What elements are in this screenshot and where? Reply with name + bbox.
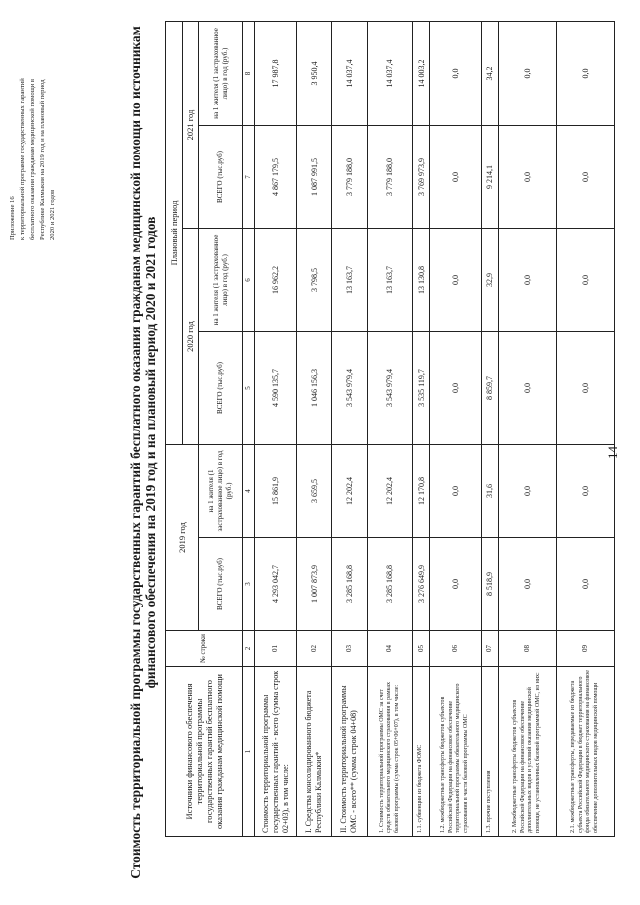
table-row xyxy=(481,21,498,836)
value-per-capita-2019: 0,0 xyxy=(429,444,481,537)
value-total-2020: 3 543 979,4 xyxy=(367,331,413,444)
row-label: 1. Стоимость территориальной программы ОМС за счет средств обязательного медицинского страхования в рамках базовой программы (сумма строк 05+06+07), в том числе: xyxy=(367,667,413,837)
value-per-capita-2021: 14 037,4 xyxy=(367,21,413,125)
appendix-line: 2020 и 2021 годов xyxy=(49,189,56,240)
row-label: II. Стоимость территориальной программы ОМС - всего** (сумма строк 04+08) xyxy=(332,667,367,837)
appendix-note xyxy=(8,10,58,240)
row-label: 1.2. межбюджетные трансферты бюджетов субъектов Российской Федерации на финансовое обеспечение территориальной программы обязательного медицинского страхования в части базовой программы ОМС xyxy=(429,667,481,837)
value-total-2021: 0,0 xyxy=(429,125,481,228)
value-per-capita-2021: 14 003,2 xyxy=(413,21,430,125)
value-per-capita-2019: 31,6 xyxy=(481,444,498,537)
header-total-2020: ВСЕГО (тыс.руб) xyxy=(199,331,243,444)
column-number: 5 xyxy=(242,331,254,444)
document-title xyxy=(128,0,158,905)
value-total-2020: 0,0 xyxy=(429,331,481,444)
row-label: 2. Межбюджетные трансферты бюджетов субъектов Российской Федерации на финансовое обеспечение дополнительных видов и условий оказания медицинской помощи, не установленных базовой программой ОМС, из них: xyxy=(498,667,556,837)
value-per-capita-2020: 0,0 xyxy=(498,228,556,331)
appendix-line: Приложение 16 xyxy=(9,196,16,240)
column-number: 8 xyxy=(242,21,254,125)
header-total-2021: ВСЕГО (тыс.руб) xyxy=(199,125,243,228)
table-row xyxy=(255,21,297,836)
value-per-capita-2021: 3 950,4 xyxy=(296,21,331,125)
row-number: 08 xyxy=(498,631,556,667)
value-total-2021: 9 214,1 xyxy=(481,125,498,228)
value-per-capita-2019: 12 202,4 xyxy=(367,444,413,537)
value-per-capita-2021: 14 037,4 xyxy=(332,21,367,125)
value-per-capita-2019: 3 659,5 xyxy=(296,444,331,537)
value-per-capita-2019: 0,0 xyxy=(556,444,614,537)
value-total-2020: 3 543 979,4 xyxy=(332,331,367,444)
value-total-2019: 3 285 168,8 xyxy=(332,538,367,631)
value-total-2019: 8 518,9 xyxy=(481,538,498,631)
column-number: 6 xyxy=(242,228,254,331)
column-number: 4 xyxy=(242,444,254,537)
value-per-capita-2020: 16 962,2 xyxy=(255,228,297,331)
value-total-2020: 8 859,7 xyxy=(481,331,498,444)
value-total-2020: 4 590 135,7 xyxy=(255,331,297,444)
value-per-capita-2019: 0,0 xyxy=(498,444,556,537)
header-year-2021: 2021 год xyxy=(182,21,199,228)
row-number: 06 xyxy=(429,631,481,667)
value-total-2019: 0,0 xyxy=(498,538,556,631)
header-per-capita-2019: на 1 жителя (1 застрахованное лицо) в год (руб.) xyxy=(199,444,243,537)
value-per-capita-2020: 0,0 xyxy=(429,228,481,331)
table-row xyxy=(332,21,367,836)
value-per-capita-2020: 13 163,7 xyxy=(332,228,367,331)
table-row xyxy=(413,21,430,836)
header-planned-period: Плановый период xyxy=(166,21,183,444)
value-total-2019: 4 293 042,7 xyxy=(255,538,297,631)
value-per-capita-2020: 13 163,7 xyxy=(367,228,413,331)
title-line-2: финансового обеспечения на 2019 год и на плановый период 2020 и 2021 годов xyxy=(143,216,158,689)
table-row xyxy=(429,21,481,836)
value-total-2020: 0,0 xyxy=(556,331,614,444)
table-row xyxy=(556,21,614,836)
row-number: 05 xyxy=(413,631,430,667)
value-total-2021: 1 087 991,5 xyxy=(296,125,331,228)
cost-table xyxy=(165,21,615,837)
value-total-2019: 3 276 649,9 xyxy=(413,538,430,631)
table-row xyxy=(367,21,413,836)
appendix-line: к территориальной программе государственных гарантий xyxy=(19,78,26,240)
value-per-capita-2021: 17 987,8 xyxy=(255,21,297,125)
appendix-line: бесплатного оказания гражданам медицинской помощи в xyxy=(29,79,36,240)
value-per-capita-2019: 15 861,9 xyxy=(255,444,297,537)
value-total-2019: 1 007 873,9 xyxy=(296,538,331,631)
row-label: 1.3. прочие поступления xyxy=(481,667,498,837)
column-number: 2 xyxy=(242,631,254,667)
row-number: 02 xyxy=(296,631,331,667)
column-number: 1 xyxy=(242,667,254,837)
header-per-capita-2021: на 1 жителя (1 застрахованное лицо) в год (руб.) xyxy=(199,21,243,125)
value-per-capita-2021: 0,0 xyxy=(556,21,614,125)
row-label: 1.1. субвенции из бюджета ФОМС xyxy=(413,667,430,837)
row-number: 01 xyxy=(255,631,297,667)
value-total-2021: 0,0 xyxy=(498,125,556,228)
row-number: 09 xyxy=(556,631,614,667)
row-number: 04 xyxy=(367,631,413,667)
row-label: I. Средства консолидированного бюджета Республики Калмыкия* xyxy=(296,667,331,837)
value-total-2020: 0,0 xyxy=(498,331,556,444)
title-line-1: Стоимость территориальной программы государственных гарантий бесплатного оказания гражданам медицинской помощи по источникам xyxy=(128,26,143,879)
value-total-2019: 0,0 xyxy=(556,538,614,631)
page-number: 14 xyxy=(605,446,620,459)
row-number: 03 xyxy=(332,631,367,667)
header-total-2019: ВСЕГО (тыс.руб) xyxy=(199,538,243,631)
header-per-capita-2020: на 1 жителя (1 застрахованное лицо) в год (руб.) xyxy=(199,228,243,331)
value-per-capita-2020: 0,0 xyxy=(556,228,614,331)
value-total-2021: 3 779 188,0 xyxy=(367,125,413,228)
row-label: 2.1. межбюджетные трансферты, передаваемые из бюджета субъекта Российской Федерации в бюджет территориального фонда обязательного медицинского страхования на финансовое обеспечение дополнительных видов медицинской помощи xyxy=(556,667,614,837)
value-per-capita-2019: 12 202,4 xyxy=(332,444,367,537)
value-total-2021: 0,0 xyxy=(556,125,614,228)
appendix-line: Республике Калмыкия на 2019 год и на плановый период xyxy=(39,79,46,240)
value-total-2020: 1 046 156,3 xyxy=(296,331,331,444)
header-row-no: № строки xyxy=(166,631,243,667)
table-row xyxy=(296,21,331,836)
value-total-2020: 3 535 119,7 xyxy=(413,331,430,444)
value-per-capita-2021: 34,2 xyxy=(481,21,498,125)
value-per-capita-2021: 0,0 xyxy=(498,21,556,125)
value-total-2021: 4 867 179,5 xyxy=(255,125,297,228)
table-row xyxy=(498,21,556,836)
value-total-2019: 0,0 xyxy=(429,538,481,631)
value-per-capita-2019: 12 170,8 xyxy=(413,444,430,537)
header-source: Источники финансового обеспечения территориальной программы государственных гарантий бесплатного оказания гражданам медицинской помощи xyxy=(166,667,243,837)
row-label: Стоимость территориальной программы государственных гарантий - всего (сумма строк 02+03), в том числе: xyxy=(255,667,297,837)
value-per-capita-2021: 0,0 xyxy=(429,21,481,125)
row-number: 07 xyxy=(481,631,498,667)
value-per-capita-2020: 13 130,8 xyxy=(413,228,430,331)
header-year-2020: 2020 год xyxy=(182,228,199,444)
value-per-capita-2020: 3 798,5 xyxy=(296,228,331,331)
header-year-2019: 2019 год xyxy=(166,444,199,630)
value-total-2021: 3 779 188,0 xyxy=(332,125,367,228)
value-total-2021: 3 769 973,9 xyxy=(413,125,430,228)
column-number: 3 xyxy=(242,538,254,631)
column-number: 7 xyxy=(242,125,254,228)
value-total-2019: 3 285 168,8 xyxy=(367,538,413,631)
value-per-capita-2020: 32,9 xyxy=(481,228,498,331)
